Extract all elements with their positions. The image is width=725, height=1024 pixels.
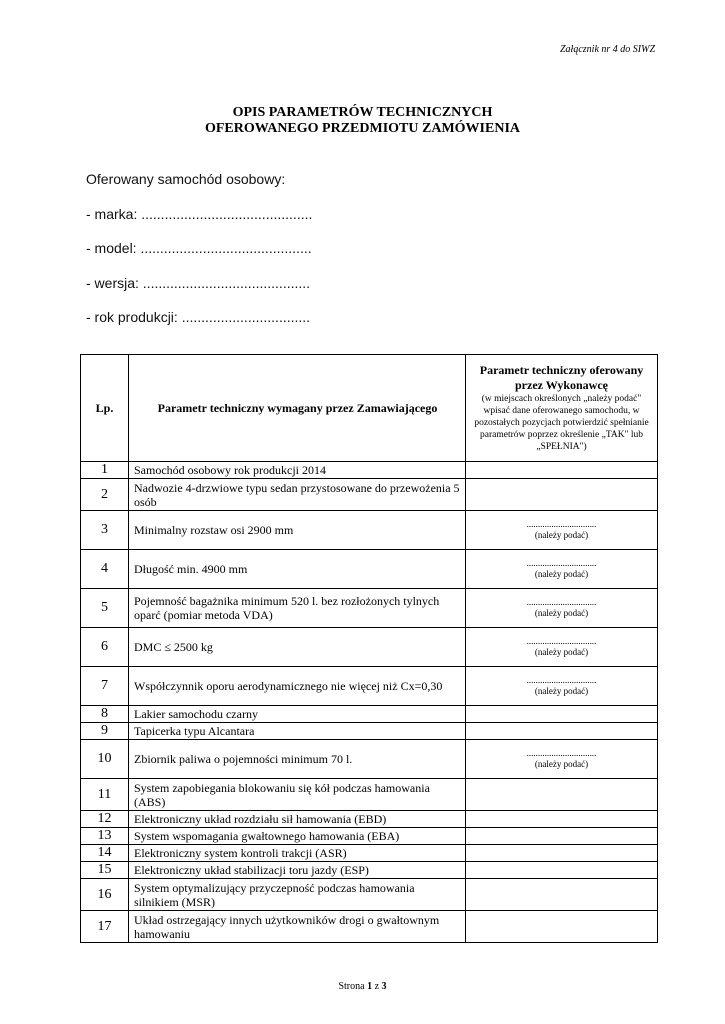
fill-in-note: (należy podać) bbox=[534, 647, 589, 657]
row-number: 8 bbox=[81, 706, 129, 723]
row-offered-value bbox=[466, 628, 658, 667]
row-offered-value bbox=[466, 550, 658, 589]
row-number: 10 bbox=[81, 740, 129, 779]
row-offered-value bbox=[466, 845, 658, 862]
row-number: 2 bbox=[81, 479, 129, 511]
fill-in-dots: ............................... bbox=[526, 558, 597, 568]
footer-page: 1 bbox=[367, 981, 373, 992]
row-parameter: Samochód osobowy rok produkcji 2014 bbox=[129, 462, 466, 479]
row-offered-value bbox=[466, 589, 658, 628]
fill-in-note: (należy podać) bbox=[534, 608, 589, 618]
row-number: 17 bbox=[81, 911, 129, 943]
row-number: 7 bbox=[81, 667, 129, 706]
row-parameter: Pojemność bagażnika minimum 520 l. bez rozłożonych tylnych oparć (pomiar metoda VDA) bbox=[129, 589, 466, 628]
row-number: 15 bbox=[81, 862, 129, 879]
row-offered-value bbox=[466, 706, 658, 723]
row-number: 5 bbox=[81, 589, 129, 628]
parameters-table bbox=[80, 354, 658, 943]
fill-in-dots: ............................... bbox=[526, 748, 597, 758]
header-offered-title: Parametr techniczny oferowany przez Wykonawcę bbox=[479, 363, 644, 392]
row-offered-value bbox=[466, 911, 658, 943]
table-row bbox=[81, 511, 658, 550]
row-parameter: Długość min. 4900 mm bbox=[129, 550, 466, 589]
row-offered-value bbox=[466, 828, 658, 845]
header-required: Parametr techniczny wymagany przez Zamawiającego bbox=[129, 355, 466, 462]
fill-in-note: (należy podać) bbox=[534, 569, 589, 579]
row-parameter: Nadwozie 4-drzwiowe typu sedan przystosowane do przewożenia 5 osób bbox=[129, 479, 466, 511]
brand-field: - marka: ............................................ bbox=[86, 205, 313, 222]
row-parameter: System optymalizujący przyczepność podczas hamowania silnikiem (MSR) bbox=[129, 879, 466, 911]
offer-fields bbox=[86, 171, 312, 344]
footer-of: z bbox=[374, 981, 380, 992]
table-row bbox=[81, 462, 658, 479]
row-parameter: System wspomagania gwałtownego hamowania (EBA) bbox=[129, 828, 466, 845]
row-offered-value bbox=[466, 811, 658, 828]
row-parameter: Zbiornik paliwa o pojemności minimum 70 l. bbox=[129, 740, 466, 779]
row-parameter: Elektroniczny układ stabilizacji toru jazdy (ESP) bbox=[129, 862, 466, 879]
row-parameter: Elektroniczny układ rozdziału sił hamowania (EBD) bbox=[129, 811, 466, 828]
footer-label: Strona bbox=[338, 981, 365, 992]
offer-heading: Oferowany samochód osobowy: bbox=[86, 171, 286, 187]
header-no: Lp. bbox=[81, 355, 129, 462]
fill-in-note: (należy podać) bbox=[534, 530, 589, 540]
row-parameter: Tapicerka typu Alcantara bbox=[129, 723, 466, 740]
table-row bbox=[81, 628, 658, 667]
row-number: 16 bbox=[81, 879, 129, 911]
table-row bbox=[81, 740, 658, 779]
table-row bbox=[81, 706, 658, 723]
row-offered-value bbox=[466, 723, 658, 740]
row-offered-value bbox=[466, 479, 658, 511]
row-parameter: Współczynnik oporu aerodynamicznego nie więcej niż Cx=0,30 bbox=[129, 667, 466, 706]
header-offered-note: (w miejscach określonych „należy podać" wpisać dane oferowanego samochodu, w pozostałych pozycjach potwierdzić spełnianie parametrów poprzez określenie „TAK" lub „SPEŁNIA") bbox=[474, 394, 649, 452]
table-header-row bbox=[81, 355, 658, 462]
fill-in-dots: ............................... bbox=[526, 636, 597, 646]
row-number: 12 bbox=[81, 811, 129, 828]
table-row bbox=[81, 845, 658, 862]
version-field: - wersja: ........................................... bbox=[86, 274, 311, 291]
row-number: 6 bbox=[81, 628, 129, 667]
table-row bbox=[81, 862, 658, 879]
row-parameter: Lakier samochodu czarny bbox=[129, 706, 466, 723]
row-parameter: Minimalny rozstaw osi 2900 mm bbox=[129, 511, 466, 550]
table-row bbox=[81, 479, 658, 511]
row-offered-value bbox=[466, 667, 658, 706]
row-parameter: Elektroniczny system kontroli trakcji (ASR) bbox=[129, 845, 466, 862]
fill-in-dots: ............................... bbox=[526, 597, 597, 607]
title-line-1: OPIS PARAMETRÓW TECHNICZNYCH bbox=[232, 105, 493, 120]
row-number: 1 bbox=[81, 462, 129, 479]
row-number: 11 bbox=[81, 779, 129, 811]
fill-in-note: (należy podać) bbox=[534, 686, 589, 696]
row-offered-value bbox=[466, 462, 658, 479]
row-parameter: DMC ≤ 2500 kg bbox=[129, 628, 466, 667]
row-offered-value bbox=[466, 862, 658, 879]
table-row bbox=[81, 723, 658, 740]
title-line-2: OFEROWANEGO PRZEDMIOTU ZAMÓWIENIA bbox=[204, 121, 521, 136]
year-field: - rok produkcji: ................................. bbox=[86, 309, 311, 325]
table-row bbox=[81, 667, 658, 706]
table-row bbox=[81, 779, 658, 811]
table-row bbox=[81, 811, 658, 828]
row-number: 14 bbox=[81, 845, 129, 862]
fill-in-note: (należy podać) bbox=[534, 759, 589, 769]
table-row bbox=[81, 879, 658, 911]
model-field: - model: ............................................ bbox=[86, 240, 312, 256]
row-parameter: Układ ostrzegający innych użytkowników drogi o gwałtownym hamowaniu bbox=[129, 911, 466, 943]
row-offered-value bbox=[466, 879, 658, 911]
table-row bbox=[81, 589, 658, 628]
fill-in-dots: ............................... bbox=[526, 675, 597, 685]
row-offered-value bbox=[466, 779, 658, 811]
row-number: 3 bbox=[81, 511, 129, 550]
document-title bbox=[0, 105, 725, 137]
row-offered-value bbox=[466, 740, 658, 779]
footer-total: 3 bbox=[381, 981, 387, 992]
header-offered bbox=[466, 355, 658, 462]
row-number: 13 bbox=[81, 828, 129, 845]
row-parameter: System zapobiegania blokowaniu się kół podczas hamowania (ABS) bbox=[129, 779, 466, 811]
fill-in-dots: ............................... bbox=[526, 519, 597, 529]
table-row bbox=[81, 911, 658, 943]
table-row bbox=[81, 828, 658, 845]
annex-label: Załącznik nr 4 do SIWZ bbox=[560, 44, 655, 55]
table-row bbox=[81, 550, 658, 589]
page-footer bbox=[0, 981, 725, 992]
row-number: 9 bbox=[81, 723, 129, 740]
row-offered-value bbox=[466, 511, 658, 550]
row-number: 4 bbox=[81, 550, 129, 589]
